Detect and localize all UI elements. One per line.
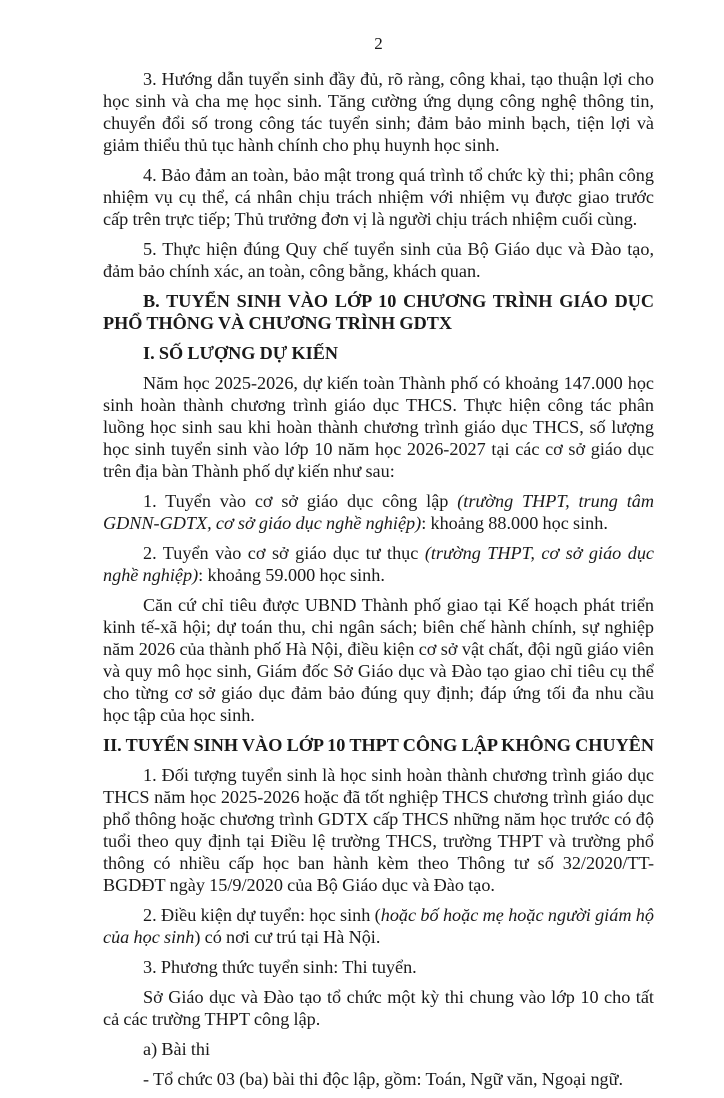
text-run: : khoảng 88.000 học sinh.: [421, 513, 608, 533]
paragraph-regulation: 5. Thực hiện đúng Quy chế tuyển sinh của Bộ Giáo dục và Đào tạo, đảm bảo chính xác, an toàn, công bằng, khách quan.: [103, 239, 654, 281]
subsection-heading-ii: II. TUYỂN SINH VÀO LỚP 10 THPT CÔNG LẬP KHÔNG CHUYÊN: [103, 735, 654, 755]
text-run: 2. Điều kiện dự tuyển: học sinh (: [143, 905, 381, 925]
italic-note: (trường THPT, cơ sở giáo dục nghề nghiệp): [103, 543, 654, 585]
section-heading-b: B. TUYỂN SINH VÀO LỚP 10 CHƯƠNG TRÌNH GIÁO DỤC PHỔ THÔNG VÀ CHƯƠNG TRÌNH GDTX: [103, 291, 654, 333]
text-run: 1. Tuyển vào cơ sở giáo dục công lập: [143, 491, 458, 511]
paragraph-common-exam: Sở Giáo dục và Đào tạo tổ chức một kỳ thi chung vào lớp 10 cho tất cả các trường THPT công lập.: [103, 987, 654, 1029]
text-run: : khoảng 59.000 học sinh.: [198, 565, 385, 585]
subsection-heading-i: I. SỐ LƯỢNG DỰ KIẾN: [143, 343, 339, 363]
text-run: ) có nơi cư trú tại Hà Nội.: [194, 927, 381, 947]
paragraph-security: 4. Bảo đảm an toàn, bảo mật trong quá trình tổ chức kỳ thi; phân công nhiệm vụ cụ thể, cá nhân chịu trách nhiệm với nhiệm vụ được giao trước cấp trên trực tiếp; Thủ trưởng đơn vị là người chịu trách nhiệm cuối cùng.: [103, 165, 654, 229]
italic-note: (trường THPT, trung tâm GDNN-GDTX, cơ sở giáo dục nghề nghiệp): [103, 491, 654, 533]
text-run: 2. Tuyển vào cơ sở giáo dục tư thục: [143, 543, 425, 563]
paragraph-eligible-students: 1. Đối tượng tuyển sinh là học sinh hoàn thành chương trình giáo dục THCS năm học 2025-2026 hoặc đã tốt nghiệp THCS chương trình giáo dục phổ thông hoặc chương trình GDTX cấp THCS những năm học trước có độ tuổi theo quy định tại Điều lệ trường THCS, trường THPT và trường phổ thông có nhiều cấp học ban hành kèm theo Thông tư số 32/2020/TT-BGDĐT ngày 15/9/2020 của Bộ Giáo dục và Đào tạo.: [103, 765, 654, 895]
paragraph-private-enrollment: [103, 542, 654, 586]
paragraph-quota-basis: Căn cứ chỉ tiêu được UBND Thành phố giao tại Kế hoạch phát triển kinh tế-xã hội; dự toán thu, chi ngân sách; biên chế hành chính, sự nghiệp năm 2026 của thành phố Hà Nội, điều kiện cơ sở vật chất, đội ngũ giáo viên và quy mô học sinh, Giám đốc Sở Giáo dục và Đào tạo giao chỉ tiêu cụ thể cho từng cơ sở giáo dục đảm bảo đúng quy định; đáp ứng tối đa nhu cầu học tập của học sinh.: [103, 595, 654, 725]
paragraph-exam-subjects: - Tổ chức 03 (ba) bài thi độc lập, gồm: Toán, Ngữ văn, Ngoại ngữ.: [143, 1069, 624, 1089]
paragraph-exam-label: a) Bài thi: [143, 1039, 211, 1059]
paragraph-method: 3. Phương thức tuyển sinh: Thi tuyển.: [143, 957, 417, 977]
document-page: [103, 0, 654, 1098]
paragraph-guidance: 3. Hướng dẫn tuyển sinh đầy đủ, rõ ràng, công khai, tạo thuận lợi cho học sinh và cha mẹ học sinh. Tăng cường ứng dụng công nghệ thông tin, chuyển đổi số trong công tác tuyển sinh; đảm bảo minh bạch, tiện lợi và giảm thiểu thủ tục hành chính cho phụ huynh học sinh.: [103, 69, 654, 155]
paragraph-public-enrollment: [103, 490, 654, 534]
page-number: 2: [374, 34, 383, 53]
italic-note: hoặc bố hoặc mẹ hoặc người giám hộ của học sinh: [103, 905, 654, 947]
paragraph-expected-students: Năm học 2025-2026, dự kiến toàn Thành phố có khoảng 147.000 học sinh hoàn thành chương trình giáo dục THCS. Thực hiện công tác phân luồng học sinh sau khi hoàn thành chương trình giáo dục THCS, số lượng học sinh tuyển sinh vào lớp 10 năm học 2026-2027 tại các cơ sở giáo dục trên địa bàn Thành phố dự kiến như sau:: [103, 373, 654, 481]
paragraph-conditions: [103, 904, 654, 948]
